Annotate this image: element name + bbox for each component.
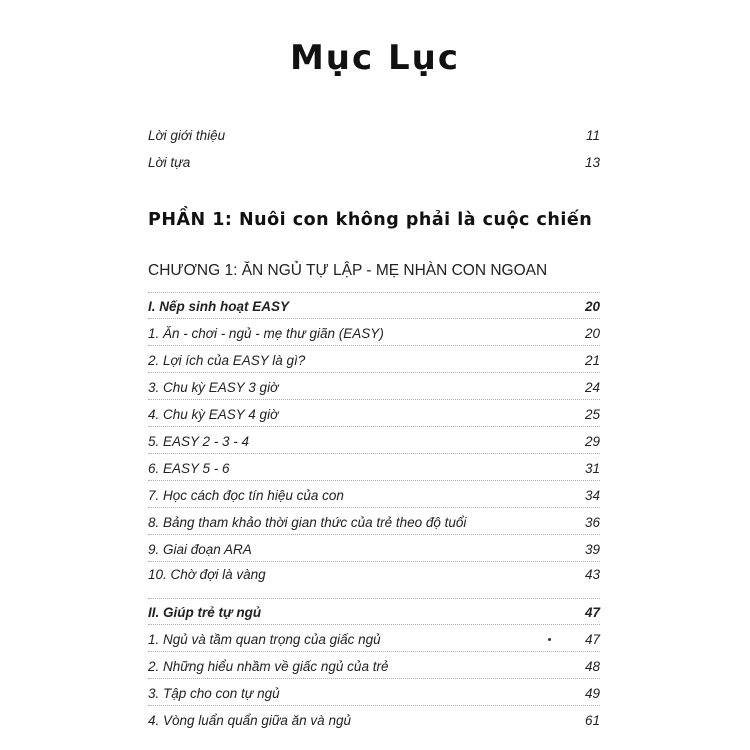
toc-section-label: II. Giúp trẻ tự ngủ xyxy=(148,605,262,620)
ink-speck xyxy=(548,638,551,641)
divider xyxy=(148,480,600,481)
toc-entry-label: 8. Bảng tham khảo thời gian thức của trẻ theo độ tuổi xyxy=(148,515,467,530)
toc-entry[interactable] xyxy=(148,514,600,532)
toc-entry[interactable] xyxy=(148,379,600,397)
toc-entry-label: Lời giới thiệu xyxy=(148,128,226,143)
divider xyxy=(148,534,600,535)
divider xyxy=(148,598,600,599)
toc-entry-label: 4. Vòng luẩn quẩn giữa ăn và ngủ xyxy=(148,713,351,728)
divider xyxy=(148,399,600,400)
toc-entry-page: 34 xyxy=(584,488,600,503)
divider xyxy=(148,624,600,625)
toc-entry-page: 39 xyxy=(584,542,600,557)
toc-entry[interactable] xyxy=(148,487,600,505)
toc-entry-page: 43 xyxy=(584,567,600,582)
toc-entry[interactable] xyxy=(148,541,600,559)
toc-entry-label: 7. Học cách đọc tín hiệu của con xyxy=(148,488,344,503)
toc-entry-label: 1. Ngủ và tầm quan trọng của giấc ngủ xyxy=(148,632,381,647)
divider xyxy=(148,507,600,508)
toc-entry[interactable] xyxy=(148,685,600,703)
divider xyxy=(148,426,600,427)
toc-entry-page: 25 xyxy=(584,407,600,422)
toc-entry-label: 3. Tập cho con tự ngủ xyxy=(148,686,280,701)
toc-entry-label: 1. Ăn - chơi - ngủ - mẹ thư giãn (EASY) xyxy=(148,326,384,341)
toc-entry-page: 20 xyxy=(584,326,600,341)
divider xyxy=(148,318,600,319)
toc-entry-page: 61 xyxy=(584,713,600,728)
toc-entry-label: 4. Chu kỳ EASY 4 giờ xyxy=(148,407,279,422)
toc-entry[interactable] xyxy=(148,325,600,343)
divider xyxy=(148,372,600,373)
part-heading: PHẦN 1: Nuôi con không phải là cuộc chiến xyxy=(148,210,593,230)
toc-entry-page: 29 xyxy=(584,434,600,449)
toc-entry-page: 47 xyxy=(584,632,600,647)
toc-entry-page: 13 xyxy=(584,155,600,170)
toc-section-2[interactable] xyxy=(148,604,600,622)
toc-entry[interactable] xyxy=(148,658,600,676)
toc-entry-label: 2. Lợi ích của EASY là gì? xyxy=(148,353,306,368)
toc-entry[interactable] xyxy=(148,566,600,584)
divider xyxy=(148,345,600,346)
toc-entry-label: Lời tựa xyxy=(148,155,191,170)
toc-section-label: I. Nếp sinh hoạt EASY xyxy=(148,299,290,314)
toc-entry-page: 31 xyxy=(584,461,600,476)
divider xyxy=(148,651,600,652)
toc-entry[interactable] xyxy=(148,406,600,424)
toc-entry[interactable] xyxy=(148,433,600,451)
toc-entry-page: 24 xyxy=(584,380,600,395)
toc-entry-intro[interactable] xyxy=(148,127,600,145)
toc-entry-page: 36 xyxy=(584,515,600,530)
toc-entry[interactable] xyxy=(148,712,600,730)
toc-section-1[interactable] xyxy=(148,298,600,316)
toc-entry[interactable] xyxy=(148,631,600,649)
divider xyxy=(148,292,600,293)
toc-entry-label: 10. Chờ đợi là vàng xyxy=(148,567,266,582)
toc-entry-page: 48 xyxy=(584,659,600,674)
toc-entry-page: 11 xyxy=(585,128,600,143)
toc-entry[interactable] xyxy=(148,460,600,478)
toc-section-page: 20 xyxy=(584,299,600,314)
divider xyxy=(148,561,600,562)
toc-entry-page: 49 xyxy=(584,686,600,701)
toc-entry-label: 5. EASY 2 - 3 - 4 xyxy=(148,434,250,449)
toc-section-page: 47 xyxy=(584,605,600,620)
chapter-heading: CHƯƠNG 1: ĂN NGỦ TỰ LẬP - MẸ NHÀN CON NGOAN xyxy=(148,262,548,279)
toc-entry-page: 21 xyxy=(584,353,600,368)
toc-entry-label: 2. Những hiểu nhầm về giấc ngủ của trẻ xyxy=(148,659,389,674)
divider xyxy=(148,705,600,706)
divider xyxy=(148,678,600,679)
toc-entry-label: 3. Chu kỳ EASY 3 giờ xyxy=(148,380,279,395)
toc-entry-label: 9. Giai đoạn ARA xyxy=(148,542,252,557)
toc-entry-preface[interactable] xyxy=(148,154,600,172)
toc-entry[interactable] xyxy=(148,352,600,370)
page-title: Mục Lục xyxy=(289,38,461,78)
toc-entry-label: 6. EASY 5 - 6 xyxy=(148,461,230,476)
divider xyxy=(148,453,600,454)
